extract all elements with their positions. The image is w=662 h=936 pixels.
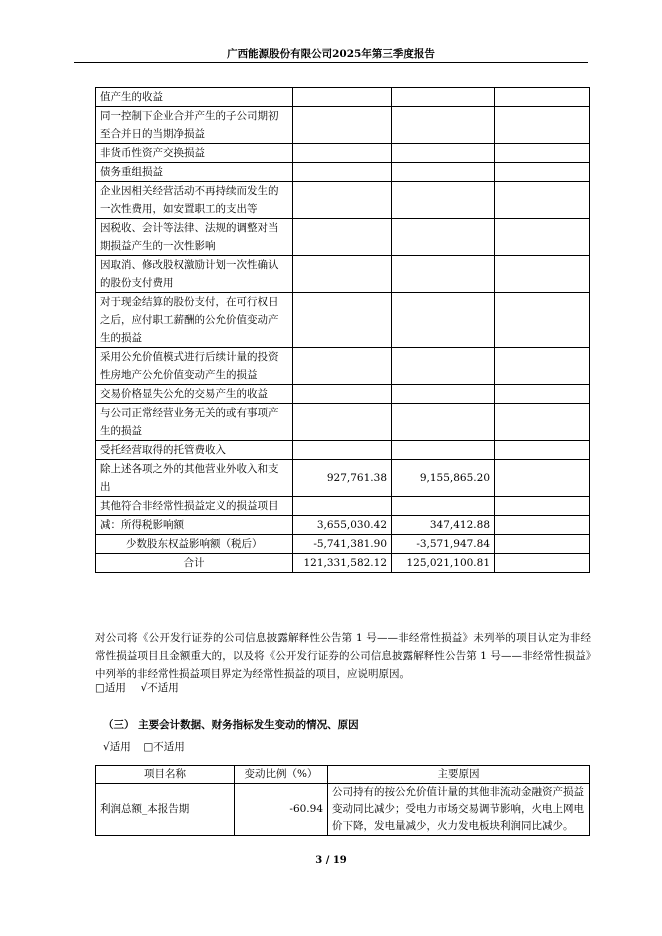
row-value-current	[293, 88, 392, 107]
header-divider	[74, 62, 588, 63]
change-reasons-table	[95, 765, 590, 836]
row-item-label: 非货币性资产交换损益	[96, 144, 293, 163]
row-value-ytd	[392, 182, 495, 219]
row-item-label: 合计	[96, 554, 293, 573]
header-main-reason: 主要原因	[328, 766, 590, 784]
row-value-ytd	[392, 107, 495, 144]
row-note	[495, 497, 590, 516]
row-value-ytd: 125,021,100.81	[392, 554, 495, 573]
row-item-label: 交易价格显失公允的交易产生的收益	[96, 385, 293, 404]
row-item-name: 利润总额_本报告期	[96, 784, 235, 836]
row-item-label: 值产生的收益	[96, 88, 293, 107]
table-row	[96, 219, 590, 256]
row-value-current	[293, 107, 392, 144]
row-value-ytd	[392, 385, 495, 404]
row-value-current	[293, 348, 392, 385]
not-applicable-option[interactable]: √不适用	[140, 682, 179, 694]
row-value-current	[293, 182, 392, 219]
applicability-options-1	[95, 680, 179, 695]
row-note	[495, 441, 590, 460]
row-item-label: 同一控制下企业合并产生的子公司期初至合并日的当期净损益	[96, 107, 293, 144]
row-value-ytd	[392, 441, 495, 460]
row-value-ytd: -3,571,947.84	[392, 535, 495, 554]
row-value-current: 3,655,030.42	[293, 516, 392, 535]
not-applicable-option[interactable]: □不适用	[143, 741, 185, 753]
row-item-label: 采用公允价值模式进行后续计量的投资性房地产公允价值变动产生的损益	[96, 348, 293, 385]
row-value-ytd: 9,155,865.20	[392, 460, 495, 497]
row-item-label: 对于现金结算的股份支付，在可行权日之后，应付职工薪酬的公允价值变动产生的损益	[96, 293, 293, 348]
row-value-current: 121,331,582.12	[293, 554, 392, 573]
row-note	[495, 460, 590, 497]
row-item-label: 减：所得税影响额	[96, 516, 293, 535]
table-row	[96, 460, 590, 497]
row-value-ytd	[392, 293, 495, 348]
row-item-label: 因取消、修改股权激励计划一次性确认的股份支付费用	[96, 256, 293, 293]
table-row	[96, 404, 590, 441]
row-item-label: 少数股东权益影响额（税后）	[96, 535, 293, 554]
table-row	[96, 348, 590, 385]
row-item-label: 因税收、会计等法律、法规的调整对当期损益产生的一次性影响	[96, 219, 293, 256]
row-value-current	[293, 441, 392, 460]
table-row	[96, 256, 590, 293]
row-value-current	[293, 256, 392, 293]
row-value-ytd	[392, 404, 495, 441]
row-value-current: -5,741,381.90	[293, 535, 392, 554]
report-header-title: 广西能源股份有限公司2025年第三季度报告	[227, 48, 435, 60]
header-item-name: 项目名称	[96, 766, 235, 784]
row-value-current	[293, 219, 392, 256]
row-main-reason: 公司持有的按公允价值计量的其他非流动金融资产损益变动同比减少；受电力市场交易调节影响，火电上网电价下降，发电量减少，火力发电板块利润同比减少。	[328, 784, 590, 836]
table-row	[96, 144, 590, 163]
row-value-current	[293, 404, 392, 441]
row-value-current	[293, 293, 392, 348]
row-value-ytd	[392, 219, 495, 256]
header-change-ratio: 变动比例（%）	[235, 766, 328, 784]
table-row	[96, 784, 590, 836]
row-note	[495, 554, 590, 573]
table-row	[96, 107, 590, 144]
row-value-current: 927,761.38	[293, 460, 392, 497]
row-value-ytd	[392, 88, 495, 107]
row-note	[495, 219, 590, 256]
row-note	[495, 256, 590, 293]
row-value-ytd	[392, 497, 495, 516]
row-item-label: 受托经营取得的托管费收入	[96, 441, 293, 460]
row-value-ytd	[392, 348, 495, 385]
row-change-ratio: -60.94	[235, 784, 328, 836]
table-row	[96, 516, 590, 535]
row-item-label: 与公司正常经营业务无关的或有事项产生的损益	[96, 404, 293, 441]
row-value-ytd: 347,412.88	[392, 516, 495, 535]
table-row	[96, 163, 590, 182]
row-value-current	[293, 385, 392, 404]
row-value-ytd	[392, 144, 495, 163]
row-note	[495, 163, 590, 182]
row-value-ytd	[392, 256, 495, 293]
row-note	[495, 144, 590, 163]
row-note	[495, 107, 590, 144]
row-value-current	[293, 163, 392, 182]
row-note	[495, 293, 590, 348]
row-note	[495, 348, 590, 385]
disclosure-paragraph: 对公司将《公开发行证券的公司信息披露解释性公告第 1 号——非经常性损益》未列举的项目认定为非经常性损益项目且金额重大的，以及将《公开发行证券的公司信息披露解释性公告第 1 号——非经常性损益》中列举的非经常性损益项目界定为经常性损益的项目，应说明原因。	[95, 632, 591, 680]
table-row	[96, 385, 590, 404]
row-note	[495, 535, 590, 554]
non-recurring-gains-table	[95, 87, 590, 573]
row-item-label: 其他符合非经常性损益定义的损益项目	[96, 497, 293, 516]
row-note	[495, 516, 590, 535]
applicable-option[interactable]: □适用	[95, 682, 126, 694]
change-reasons-table-body	[96, 784, 590, 836]
table-row	[96, 182, 590, 219]
row-note	[495, 88, 590, 107]
table-row	[96, 293, 590, 348]
table-row	[96, 497, 590, 516]
table-row	[96, 88, 590, 107]
table-row	[96, 554, 590, 573]
row-note	[495, 404, 590, 441]
row-value-current	[293, 144, 392, 163]
change-reasons-header-row	[96, 766, 590, 784]
applicability-options-2	[103, 739, 185, 754]
table-row	[96, 535, 590, 554]
row-item-label: 除上述各项之外的其他营业外收入和支出	[96, 460, 293, 497]
non-recurring-gains-table-body	[96, 88, 590, 573]
table-row	[96, 441, 590, 460]
row-value-current	[293, 497, 392, 516]
row-note	[495, 385, 590, 404]
row-item-label: 企业因相关经营活动不再持续而发生的一次性费用，如安置职工的支出等	[96, 182, 293, 219]
page-number: 3 / 19	[315, 855, 347, 866]
row-note	[495, 182, 590, 219]
section-heading: （三） 主要会计数据、财务指标发生变动的情况、原因	[103, 719, 359, 731]
applicable-option[interactable]: √适用	[103, 741, 131, 753]
row-item-label: 债务重组损益	[96, 163, 293, 182]
row-value-ytd	[392, 163, 495, 182]
